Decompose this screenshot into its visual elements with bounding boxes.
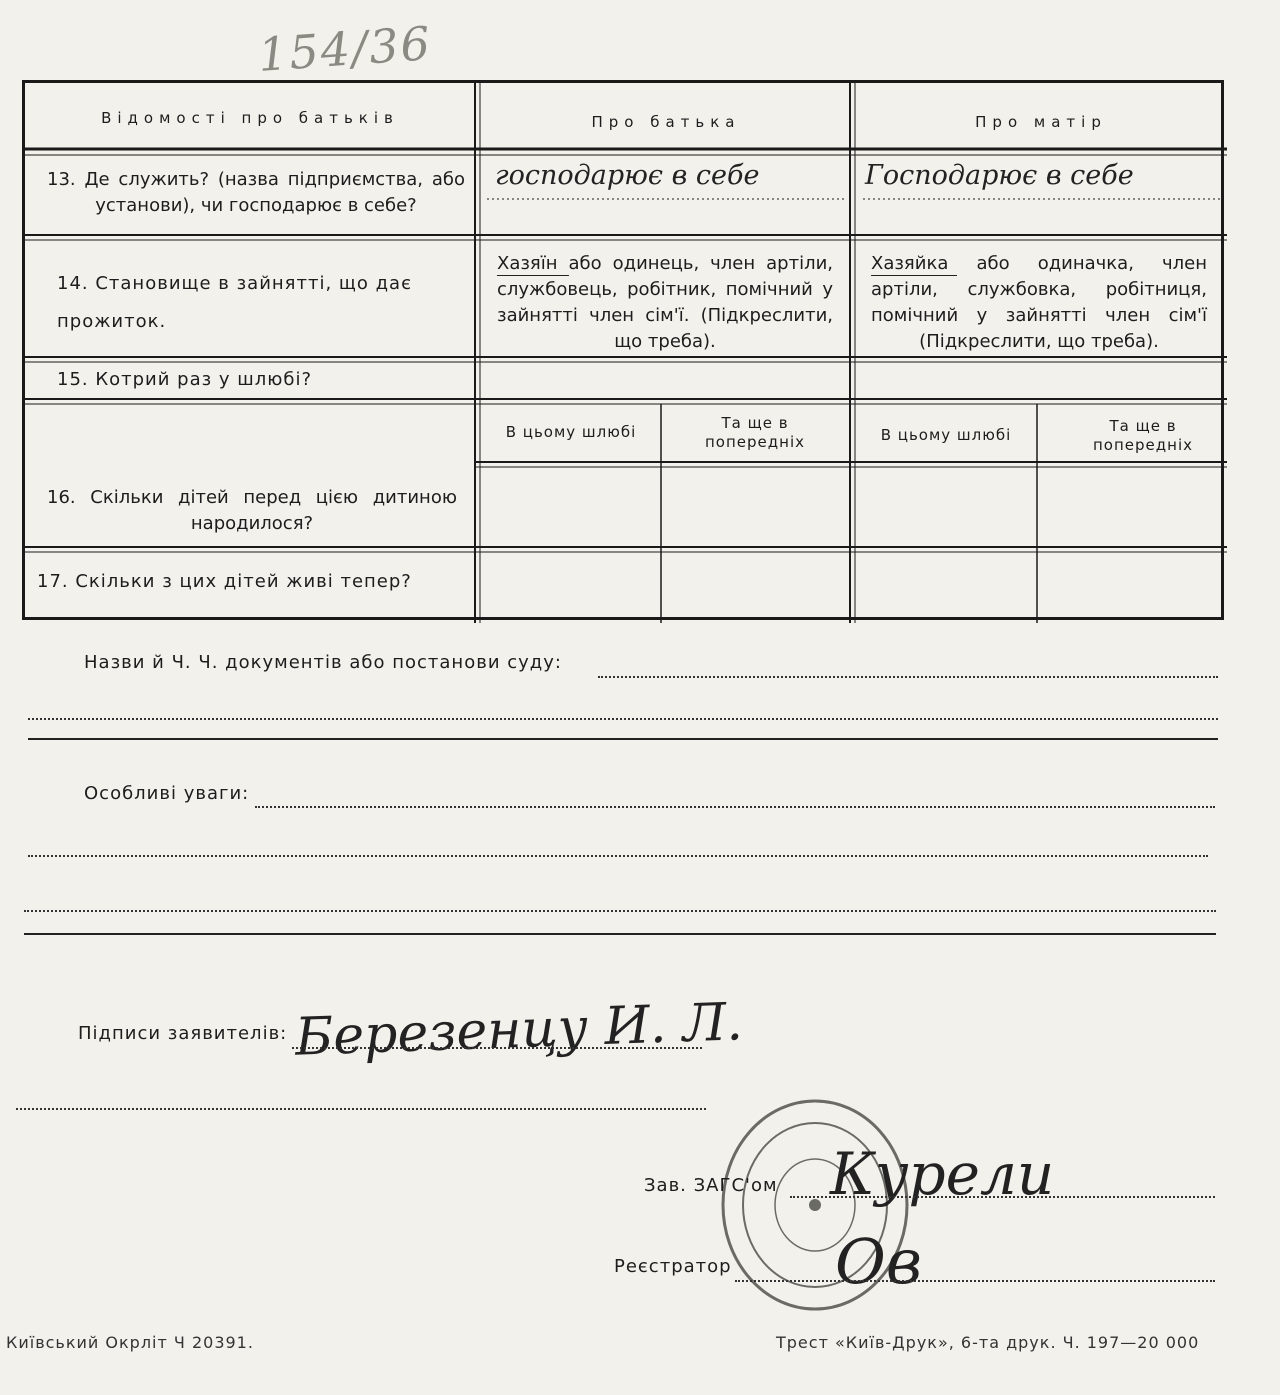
remarks-rule [24,933,1216,935]
answer-14-mother: Хазяйка або одиначка, член артіли, службовка, робітниця, помічний у зайнятті член сім'ї (Підкреслити, що треба). [871,253,1207,352]
footer-print-info-left: Київський Окрліт Ч 20391. [6,1333,254,1352]
documents-rule [28,738,1218,740]
answer-13-mother: Господарює в себе [865,160,1134,191]
question-14: 14. Становище в зайнятті, що дає прожиток. [57,273,412,332]
question-13: 13. Де служить? (назва підприємства, або установи), чи господарює в себе? [47,169,465,216]
remarks-line-1 [255,806,1215,808]
registrar-signature: Ов [835,1225,922,1298]
documents-line-2 [28,718,1218,720]
head-registry-label: Зав. ЗАГС'ом [644,1175,778,1196]
question-17: 17. Скільки з цих дітей живі тепер? [37,571,412,592]
answer-14-father: Хазяїн або одинець, член артіли, службовець, робітник, помічний у зайнятті член сім'ї. (Підкреслити, що треба). [497,253,833,352]
header-father: Про батька [591,113,741,131]
sub-father-this-marriage: В цьому шлюбі [505,423,637,441]
question-15: 15. Котрий раз у шлюбі? [57,369,313,390]
footer-print-info-right: Трест «Київ-Друк», 6-та друк. Ч. 197—20 000 [776,1333,1200,1352]
remarks-line-3 [24,910,1216,912]
documents-label: Назви й Ч. Ч. документів або постанови суду: [84,652,562,673]
signature-line-1 [292,1047,702,1049]
sub-mother-previous: Та ще в попередніх [1093,417,1193,454]
documents-line-1 [598,676,1218,678]
signature-line-2 [16,1108,706,1110]
underline-father-choice [497,275,569,276]
underline-mother-choice [871,275,957,276]
head-signature-line [790,1196,1215,1198]
sub-mother-this-marriage: В цьому шлюбі [880,426,1012,444]
sub-father-previous: Та ще в попередніх [705,414,805,451]
question-16: 16. Скільки дітей перед цією дитиною народилося? [47,487,457,534]
applicant-signature: Березенцу И. Л. [294,992,744,1068]
remarks-line-2 [28,855,1208,857]
header-info: Відомості про батьків [101,109,399,127]
parents-info-table [22,80,1224,620]
registrar-label: Реєстратор [614,1256,732,1277]
signatures-label: Підписи заявителів: [78,1023,288,1044]
header-mother: Про матір [975,113,1107,131]
remarks-label: Особливі уваги: [84,783,250,804]
archive-number: 154/36 [256,16,434,82]
registrar-signature-line [735,1280,1215,1282]
head-signature: Курели [830,1140,1055,1208]
answer-13-father: господарює в себе [495,160,760,191]
